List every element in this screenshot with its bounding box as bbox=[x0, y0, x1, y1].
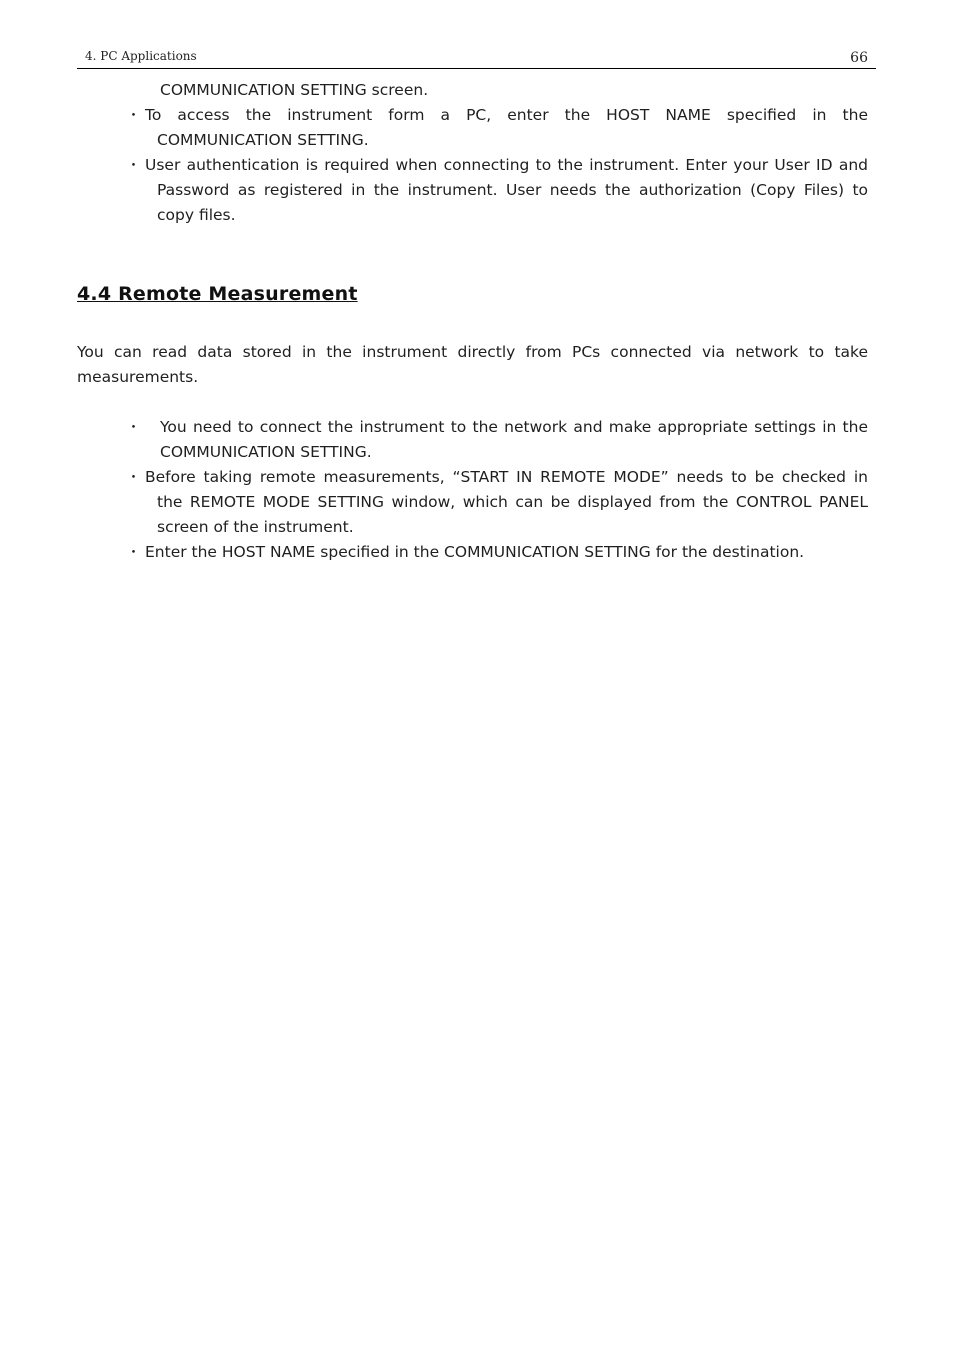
bullet-text-line: screen of the instrument. bbox=[157, 518, 354, 536]
bullet-marker: ・ bbox=[126, 106, 142, 124]
bullet-text-line: User authentication is required when connecting to the instrument. Enter your User ID and bbox=[145, 156, 868, 174]
bullet-text-line: COMMUNICATION SETTING. bbox=[160, 443, 372, 461]
bullet-text-line: To access the instrument form a PC, enter the HOST NAME specified in the bbox=[145, 106, 868, 124]
chapter-title: 4. PC Applications bbox=[85, 49, 197, 63]
page-header bbox=[77, 46, 876, 69]
section-heading: 4.4 Remote Measurement bbox=[77, 283, 358, 305]
bullet-text-line: the REMOTE MODE SETTING window, which can be displayed from the CONTROL PANEL bbox=[157, 493, 868, 511]
bullet-text-line: Password as registered in the instrument. User needs the authorization (Copy Files) to bbox=[157, 181, 868, 199]
bullet-text-line: Before taking remote measurements, “START IN REMOTE MODE” needs to be checked in bbox=[145, 468, 868, 486]
bullet-text-line: copy files. bbox=[157, 206, 236, 224]
bullet-text-line: COMMUNICATION SETTING. bbox=[157, 131, 369, 149]
bullet-marker: ・ bbox=[126, 468, 142, 486]
intro-paragraph-line: You can read data stored in the instrument directly from PCs connected via network to take bbox=[77, 343, 868, 361]
bullet-text-line: You need to connect the instrument to the network and make appropriate settings in the bbox=[160, 418, 868, 436]
bullet-marker: ・ bbox=[126, 418, 142, 436]
continuation-line: COMMUNICATION SETTING screen. bbox=[160, 81, 429, 99]
page-number: 66 bbox=[850, 50, 868, 66]
bullet-marker: ・ bbox=[126, 543, 142, 561]
bullet-text-line: Enter the HOST NAME specified in the COMMUNICATION SETTING for the destination. bbox=[145, 543, 805, 561]
bullet-marker: ・ bbox=[126, 156, 142, 174]
intro-paragraph-line: measurements. bbox=[77, 368, 199, 386]
